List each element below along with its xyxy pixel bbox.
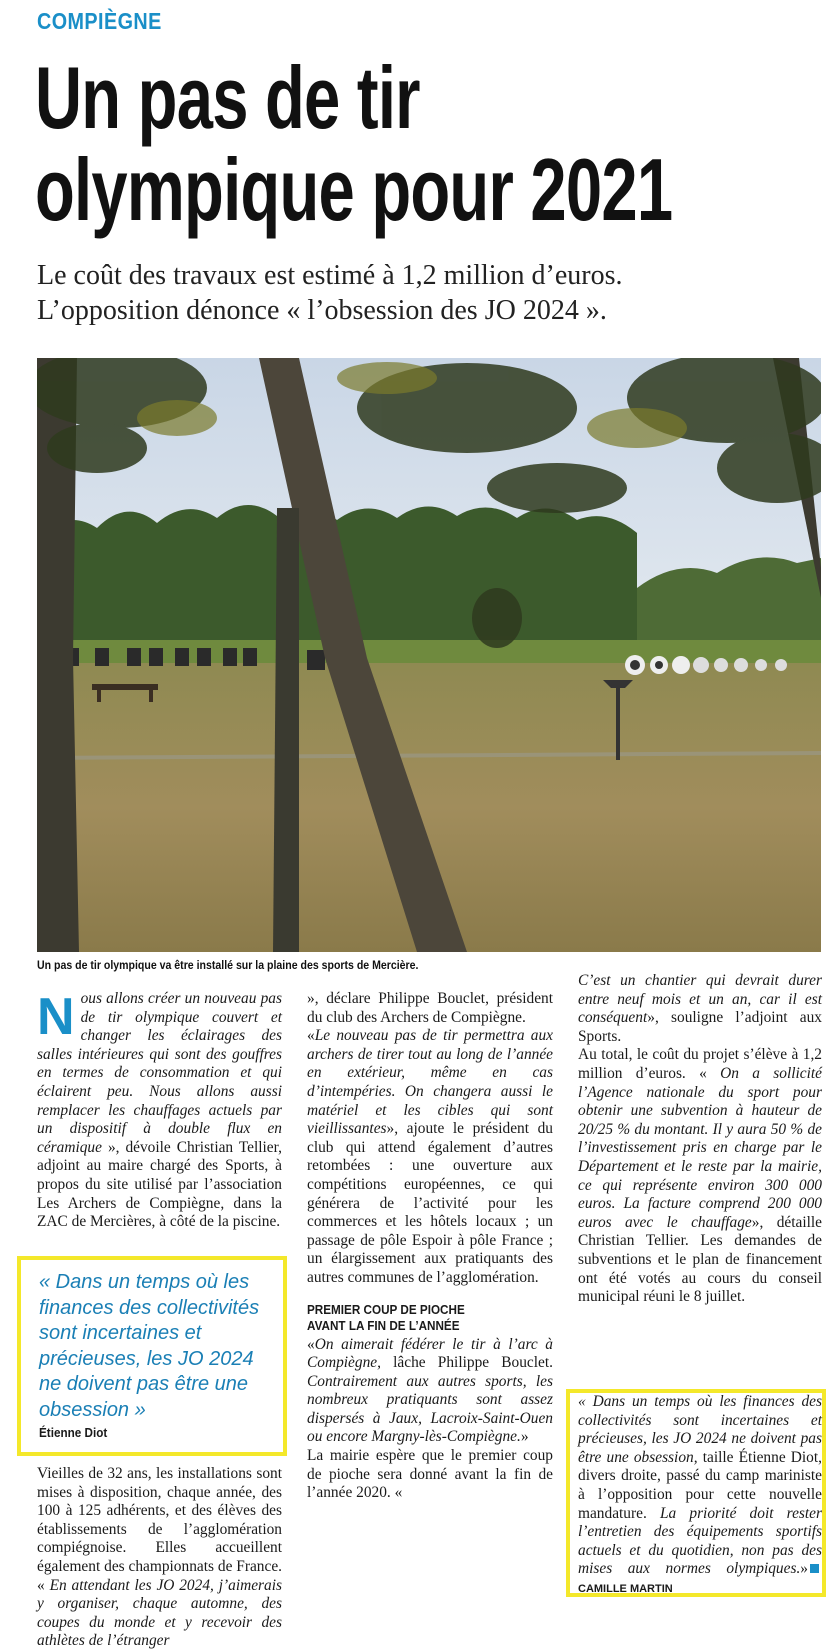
archery-field-photo: [37, 358, 821, 952]
quote-mark: «: [307, 1027, 315, 1045]
drop-cap: N: [37, 988, 75, 1046]
article-column-3: [578, 972, 822, 1307]
body-text: Au total, le coût du projet s’élève à 1,2 million d’euros. «: [578, 1046, 822, 1082]
paragraph-7: [578, 1393, 822, 1599]
headline-line-1: Un pas de tir: [35, 48, 420, 147]
quote-text: Contrairement aux autres sports, les nombreux pratiquants sont assez dispersés à Jaux, Lacroix-Saint-Ouen ou encore Margny-lès-Compiègne.: [307, 1372, 553, 1446]
paragraph-5-continued: [578, 972, 822, 1046]
standfirst-line-2: L’opposition dénonce « l’obsession des JO 2024 ».: [37, 295, 607, 326]
body-text: Vieilles de 32 ans, les installations sont mises à disposition, chaque année, des 100 à 125 adhérents, et des élèves des établissements de l’agglomération compiégnoise. Elles accueillent également des championnats de France. «: [37, 1465, 282, 1594]
paragraph-1: [37, 990, 282, 1232]
article-column-2: [307, 990, 553, 1503]
quote-text: « Dans un temps où les finances des collectivités sont incertaines et précieuses, les JO 2024 ne doivent pas être une obsession,: [578, 1393, 822, 1466]
quote-text: En attendant les JO 2024, j’aimerais y organiser, chaque automne, des coupes du monde et y recevoir des athlètes de l’étranger: [37, 1576, 282, 1650]
section-kicker: COMPIÈGNE: [37, 8, 162, 34]
byline-square-icon: [810, 1564, 819, 1573]
standfirst-line-1: Le coût des travaux est estimé à 1,2 million d’euros.: [37, 260, 623, 291]
quote-mark: »: [520, 1428, 529, 1446]
subheading-line-2: AVANT LA FIN DE L’ANNÉE: [307, 1317, 460, 1333]
paragraph-2-continued: », déclare Philippe Bouclet, président du club des Archers de Compiègne.: [307, 990, 553, 1026]
paragraph-2: [37, 1465, 282, 1651]
quote-text: On a sollicité l’Agence nationale du sport pour obtenir une subvention à hauteur de 20/25 % du montant. Il y aura 50 % de l’investissement pris en charge par le Département et le reste par la mairie, ce qui représente environ 300 000 euros. La facture comprend 200 000 euros avec le chauffage: [578, 1064, 822, 1231]
quote-text: La priorité doit rester l’entretien des équipements sportifs actuels et du quotidien, non pas des mises aux normes olympiques.: [578, 1504, 822, 1578]
quote-text: C’est un chantier qui devrait durer entre neuf mois et un an, car il est conséquent: [578, 972, 822, 1027]
subheading-line-1: PREMIER COUP DE PIOCHE: [307, 1301, 465, 1317]
body-text: taille Étienne Diot, divers droite, passé du camp mariniste à l’opposition pour cette nouvelle mandature.: [578, 1448, 822, 1522]
paragraph-4: [307, 1336, 553, 1448]
pull-quote: [17, 1256, 287, 1456]
paragraph-6: [578, 1046, 822, 1306]
body-text: lâche Philippe Bouclet.: [393, 1354, 553, 1372]
byline: CAMILLE MARTIN: [578, 1582, 673, 1595]
body-text: », dévoile Christian Tellier, adjoint au maire chargé des Sports, à propos du site utilisé par l’association Les Archers de Compiègne, dans la ZAC de Mercières, à côté de la piscine.: [37, 1138, 282, 1231]
subheading: [307, 1302, 551, 1334]
article-column-1: [37, 990, 282, 1232]
photo-caption: Un pas de tir olympique va être installé sur la plaine des sports de Mercière.: [37, 958, 419, 972]
pull-quote-author: Étienne Diot: [39, 1425, 108, 1440]
quote-mark: »: [800, 1560, 808, 1578]
body-text: », souligne l’adjoint aux Sports.: [578, 1009, 822, 1045]
paragraph-3: [307, 1027, 553, 1287]
body-text: », ajoute le président du club qui attend également d’autres retombées : une ouverture aux compétitions européennes, ce qui générera de l’activité pour les commerces et les hôtels locaux ; un passage de pôle Espoir à pôle France ; un élargissement aux pratiquants des autres communes de l’agglomération.: [307, 1120, 553, 1286]
headline: [35, 48, 775, 239]
paragraph-5-start: [307, 1447, 553, 1503]
article-column-3-bottom: [578, 1393, 822, 1599]
article-photo: [37, 358, 821, 952]
body-text: La mairie espère que le premier coup de pioche sera donné avant la fin de l’année 2020. «: [307, 1447, 553, 1502]
quote-text: Le nouveau pas de tir permettra aux archers de tirer tout au long de l’année en extérieur, même en cas d’intempéries. On changera aussi le matériel et les cibles qui sont vieillissantes: [307, 1027, 553, 1138]
article-column-1-bottom: [37, 1465, 282, 1651]
quote-text: ous allons créer un nouveau pas de tir olympique couvert et changer les éclairages des salles intérieures qui sont des gouffres en termes de consommation et qui éclairent peu. Nous allons aussi remplacer les chauffages actuels par un dispositif à double flux en céramique: [37, 990, 282, 1156]
standfirst: [37, 258, 817, 328]
quote-text: On aimerait fédérer le tir à l’arc à Compiègne,: [307, 1335, 553, 1372]
pull-quote-text: « Dans un temps où les finances des collectivités sont incertaines et précieuses, les JO 2024 ne doivent pas être une obsession »: [39, 1271, 260, 1421]
quote-mark: «: [307, 1335, 315, 1353]
headline-line-2: olympique pour 2021: [35, 140, 673, 239]
body-text: », détaille Christian Tellier. Les demandes de subventions et le plan de financement ont été votés au cours du conseil municipal réuni le 8 juillet.: [578, 1213, 822, 1306]
